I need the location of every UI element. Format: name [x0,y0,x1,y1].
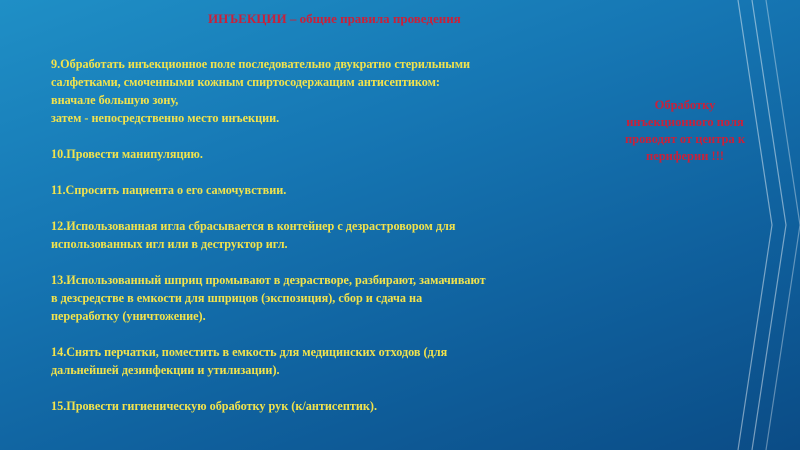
instruction-line: затем - непосредственно место инъекции. [51,111,280,125]
instruction-item-12 [51,217,591,253]
instruction-line: 14.Снять перчатки, поместить в емкость для медицинских отходов (для [51,345,448,359]
chevron-decoration-icon [700,0,800,450]
instruction-line: в дезсредстве в емкости для шприцов (экспозиция), сбор и сдача на [51,291,423,305]
instruction-line: 12.Использованная игла сбрасывается в контейнер с дезрастровором для [51,219,456,233]
instruction-line: 10.Провести манипуляцию. [51,147,203,161]
side-note: Обработку инъекционного поля проводят от центра к периферии !!! [624,98,746,163]
instruction-item-13 [51,271,591,325]
instruction-line: использованных игл или в деструктор игл. [51,237,288,251]
instructions-list [51,55,591,415]
instruction-item-10 [51,145,591,163]
instruction-line: 15.Провести гигиеническую обработку рук (к/антисептик). [51,399,377,413]
instruction-line: 9.Обработать инъекционное поле последовательно двукратно стерильными [51,57,471,71]
instruction-item-9 [51,55,591,127]
instruction-line: 11.Спросить пациента о его самочувствии. [51,183,287,197]
instruction-line: вначале большую зону, [51,93,179,107]
slide-title: ИНЪЕКЦИИ – общие правила проведения [208,11,461,26]
instruction-item-11 [51,181,591,199]
instruction-line: переработку (уничтожение). [51,309,206,323]
instruction-item-14 [51,343,591,379]
instruction-item-15 [51,397,591,415]
instruction-line: 13.Использованный шприц промывают в дезрастворе, разбирают, замачивают [51,273,486,287]
instruction-line: салфетками, смоченными кожным спиртосодержащим антисептиком: [51,75,440,89]
instruction-line: дальнейшей дезинфекции и утилизации). [51,363,280,377]
